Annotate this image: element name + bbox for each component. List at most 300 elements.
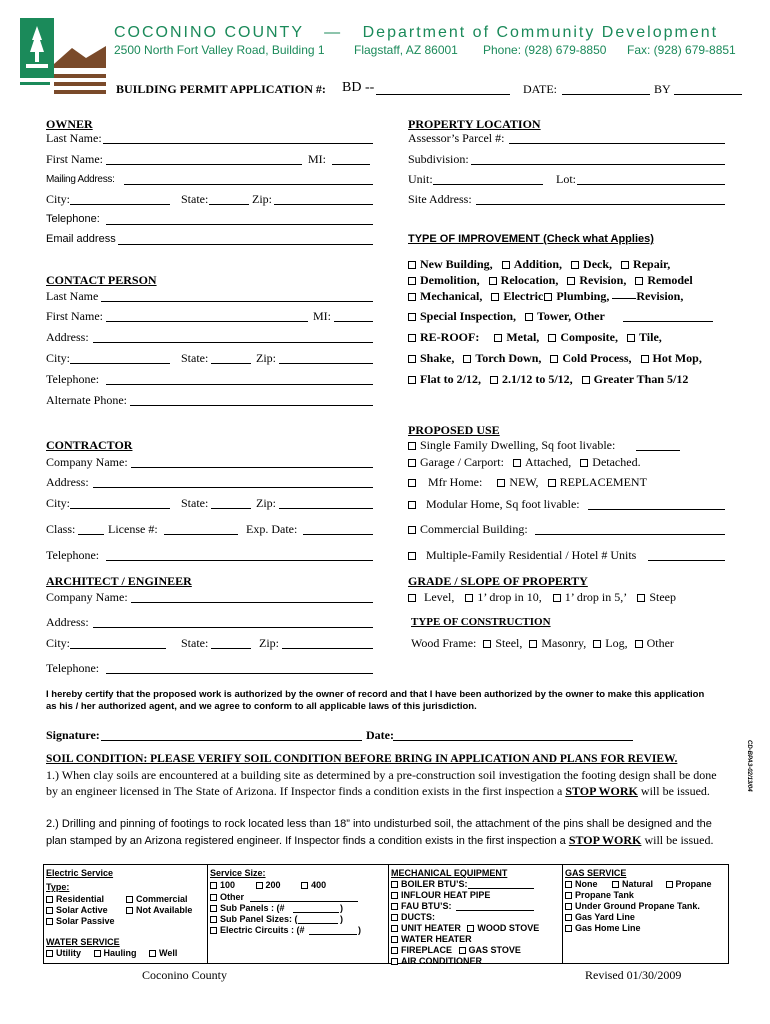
construction-row xyxy=(411,636,674,651)
solar-active-checkbox[interactable] xyxy=(46,907,53,914)
detached-label: Detached. xyxy=(592,455,641,469)
soil-p2-end: will be issued. xyxy=(644,833,714,847)
other-size-option xyxy=(210,892,244,902)
contact-alt-field[interactable] xyxy=(130,405,373,406)
inflour-option xyxy=(391,890,490,900)
solar-active-label: Solar Active xyxy=(56,905,108,915)
deck-checkbox[interactable] xyxy=(571,261,579,269)
boiler-label: BOILER BTU’S: xyxy=(401,879,468,889)
sfd-label: Single Family Dwelling, Sq foot livable: xyxy=(420,438,616,452)
water-heater-label: WATER HEATER xyxy=(401,934,472,944)
architect-address-field[interactable] xyxy=(93,627,373,628)
commercial-service-option xyxy=(126,894,188,904)
contractor-exp-label: Exp. Date: xyxy=(246,522,298,536)
tile-checkbox[interactable] xyxy=(627,334,635,342)
department-title: Department of Community Development xyxy=(362,24,719,41)
ducts-option xyxy=(391,912,435,922)
service-size-options xyxy=(210,880,326,890)
improvement-row-6 xyxy=(408,351,702,366)
architect-state-label: State: xyxy=(181,636,209,650)
architect-zip-label: Zip: xyxy=(259,636,279,650)
proposed-heading: PROPOSED USE xyxy=(408,423,500,437)
service-size-heading: Service Size: xyxy=(210,868,266,878)
ac-option xyxy=(391,956,482,966)
underground-label: Under Ground Propane Tank. xyxy=(575,901,700,911)
footer-county: Coconino County xyxy=(142,968,228,982)
contractor-state-field[interactable] xyxy=(211,508,251,509)
contractor-exp-field[interactable] xyxy=(303,534,373,535)
gas-yard-option xyxy=(565,912,635,922)
size-400-checkbox[interactable] xyxy=(301,882,308,889)
drop10-label: 1’ drop in 10, xyxy=(477,590,542,604)
gas-natural-checkbox[interactable] xyxy=(612,881,619,888)
cold-process-label: Cold Process, xyxy=(562,351,632,365)
modular-checkbox[interactable] xyxy=(408,501,416,509)
wood-stove-label: WOOD STOVE xyxy=(477,923,540,933)
tower-other-field[interactable] xyxy=(623,321,713,322)
gas-stove-label: GAS STOVE xyxy=(468,945,521,955)
soil-heading: SOIL CONDITION: PLEASE VERIFY SOIL CONDITION BEFORE BRING IN APPLICATION AND PLANS FOR REVIEW. xyxy=(46,753,678,765)
owner-mailing-field[interactable] xyxy=(124,184,373,185)
gas-home-label: Gas Home Line xyxy=(575,923,641,933)
masonry-checkbox[interactable] xyxy=(529,640,537,648)
sub-panel-sizes-field[interactable] xyxy=(298,923,338,924)
soil-p1-end: will be issued. xyxy=(640,784,710,798)
sub-panel-sizes-checkbox[interactable] xyxy=(210,916,217,923)
residential-checkbox[interactable] xyxy=(46,896,53,903)
signature-field[interactable] xyxy=(101,740,362,741)
solar-passive-label: Solar Passive xyxy=(56,916,115,926)
permit-date-label: DATE: xyxy=(523,82,557,96)
owner-zip-field[interactable] xyxy=(274,204,373,205)
garage-label: Garage / Carport: xyxy=(420,455,504,469)
circuits-label: Electric Circuits : (# xyxy=(220,925,305,935)
property-subdivision-field[interactable] xyxy=(471,164,725,165)
steel-label: Steel, xyxy=(495,636,523,650)
flat-label: Flat to 2/12, xyxy=(420,372,481,386)
log-checkbox[interactable] xyxy=(593,640,601,648)
gas-type-options xyxy=(565,879,712,889)
level-label: Level, xyxy=(424,590,455,604)
other-size-field[interactable] xyxy=(250,901,358,902)
contractor-address-field[interactable] xyxy=(93,487,373,488)
architect-state-field[interactable] xyxy=(211,648,251,649)
circuits-option xyxy=(210,925,305,935)
size-100-checkbox[interactable] xyxy=(210,882,217,889)
contact-mi-label: MI: xyxy=(313,309,331,323)
utility-checkbox[interactable] xyxy=(46,950,53,957)
mfr-label: Mfr Home: xyxy=(428,475,483,489)
contact-state-field[interactable] xyxy=(211,363,251,364)
well-checkbox[interactable] xyxy=(149,950,156,957)
drop10-checkbox[interactable] xyxy=(465,594,473,602)
signature-date-field[interactable] xyxy=(393,740,633,741)
sub-panel-sizes-label: Sub Panel Sizes: ( xyxy=(220,914,298,924)
fireplace-option xyxy=(391,945,521,955)
architect-city-field[interactable] xyxy=(70,648,166,649)
modular-sqft-field[interactable] xyxy=(588,509,725,510)
contractor-city-field[interactable] xyxy=(70,508,170,509)
drop5-checkbox[interactable] xyxy=(553,594,561,602)
improvement-row-7 xyxy=(408,372,688,387)
sfd-sqft-field[interactable] xyxy=(636,450,680,451)
property-parcel-label: Assessor’s Parcel #: xyxy=(408,131,505,145)
mechanical-checkbox[interactable] xyxy=(408,293,416,301)
permit-number-field[interactable] xyxy=(376,94,510,95)
multi-family-label: Multiple-Family Residential / Hotel # Units xyxy=(426,548,637,562)
contact-city-label: City: xyxy=(46,351,71,365)
contact-alt-label: Alternate Phone: xyxy=(46,393,127,407)
composite-checkbox[interactable] xyxy=(548,334,556,342)
unit-heater-option xyxy=(391,923,539,933)
contractor-telephone-label: Telephone: xyxy=(46,548,100,562)
architect-company-field[interactable] xyxy=(131,602,373,603)
addition-checkbox[interactable] xyxy=(502,261,510,269)
tower-checkbox[interactable] xyxy=(525,313,533,321)
footer-revised: Revised 01/30/2009 xyxy=(585,968,682,982)
grade-row xyxy=(408,590,676,605)
gas-home-checkbox[interactable] xyxy=(565,925,572,932)
torch-down-checkbox[interactable] xyxy=(463,355,471,363)
sub-panels-option xyxy=(210,903,285,913)
header-fax: Fax: (928) 679-8851 xyxy=(627,43,736,57)
sub-panels-checkbox[interactable] xyxy=(210,905,217,912)
owner-first-field[interactable] xyxy=(106,164,302,165)
fireplace-checkbox[interactable] xyxy=(391,947,398,954)
torch-down-label: Torch Down, xyxy=(475,351,542,365)
owner-last-label: Last Name: xyxy=(46,131,102,145)
permit-by-field[interactable] xyxy=(674,94,742,95)
special-inspection-checkbox[interactable] xyxy=(408,313,416,321)
propane-tank-label: Propane Tank xyxy=(575,890,634,900)
circuits-checkbox[interactable] xyxy=(210,927,217,934)
other-size-checkbox[interactable] xyxy=(210,894,217,901)
contractor-license-label: License #: xyxy=(108,522,158,536)
improvement-row-4 xyxy=(408,309,605,324)
contact-last-label: Last Name xyxy=(46,289,99,303)
sub-panels-close: ) xyxy=(340,903,343,913)
owner-telephone-label: Telephone: xyxy=(46,213,100,225)
owner-email-field[interactable] xyxy=(118,244,373,245)
inflour-checkbox[interactable] xyxy=(391,892,398,899)
services-divider-3 xyxy=(562,864,563,964)
gas-none-checkbox[interactable] xyxy=(565,881,572,888)
special-inspection-label: Special Inspection, xyxy=(420,309,517,323)
masonry-label: Masonry, xyxy=(541,636,587,650)
contact-last-field[interactable] xyxy=(101,301,373,302)
inflour-label: INFLOUR HEAT PIPE xyxy=(401,890,491,900)
sub-panel-sizes-close: ) xyxy=(340,914,343,924)
permit-label: BUILDING PERMIT APPLICATION #: xyxy=(116,82,326,96)
not-available-label: Not Available xyxy=(136,905,193,915)
gas-natural-label: Natural xyxy=(622,879,654,889)
water-service-heading: WATER SERVICE xyxy=(46,937,120,947)
title-dash: — xyxy=(324,24,343,41)
owner-zip-label: Zip: xyxy=(252,192,272,206)
gas-propane-label: Propane xyxy=(675,879,712,889)
sub-panels-label: Sub Panels : (# xyxy=(220,903,285,913)
hot-mop-label: Hot Mop, xyxy=(652,351,702,365)
architect-company-label: Company Name: xyxy=(46,590,128,604)
size-100-label: 100 xyxy=(220,880,236,890)
electric-type-label: Type: xyxy=(46,882,70,892)
ducts-label: DUCTS: xyxy=(401,912,435,922)
sfd-checkbox[interactable] xyxy=(408,442,416,450)
modular-label: Modular Home, Sq foot livable: xyxy=(426,497,580,511)
mechanical-heading: MECHANICAL EQUIPMENT xyxy=(391,868,508,878)
proposed-commercial-row xyxy=(408,522,528,537)
attached-checkbox[interactable] xyxy=(513,459,521,467)
boiler-checkbox[interactable] xyxy=(391,881,398,888)
plumbing-label: Plumbing, xyxy=(556,289,610,303)
header-phone: Phone: (928) 679-8850 xyxy=(483,43,607,57)
mid-slope-checkbox[interactable] xyxy=(490,376,498,384)
wood-stove-checkbox[interactable] xyxy=(467,925,474,932)
circuits-close: ) xyxy=(358,925,361,935)
detached-checkbox[interactable] xyxy=(580,459,588,467)
contact-city-field[interactable] xyxy=(70,363,170,364)
gas-stove-checkbox[interactable] xyxy=(459,947,466,954)
other-size-label: Other xyxy=(220,892,245,902)
relocation-label: Relocation, xyxy=(500,273,559,287)
hauling-label: Hauling xyxy=(103,948,137,958)
well-label: Well xyxy=(159,948,178,958)
contractor-telephone-field[interactable] xyxy=(106,560,373,561)
shake-label: Shake, xyxy=(420,351,455,365)
metal-label: Metal, xyxy=(506,330,540,344)
property-unit-label: Unit: xyxy=(408,172,433,186)
propane-tank-checkbox[interactable] xyxy=(565,892,572,899)
water-heater-checkbox[interactable] xyxy=(391,936,398,943)
deck-label: Deck, xyxy=(583,257,613,271)
contractor-zip-field[interactable] xyxy=(279,508,373,509)
demolition-checkbox[interactable] xyxy=(408,277,416,285)
soil-p1-stop: STOP WORK xyxy=(565,784,638,798)
relocation-checkbox[interactable] xyxy=(489,277,497,285)
signature-date-label: Date: xyxy=(366,728,394,742)
proposed-modular-row xyxy=(408,497,580,512)
owner-last-field[interactable] xyxy=(103,143,373,144)
cold-process-checkbox[interactable] xyxy=(550,355,558,363)
underground-option xyxy=(565,901,700,911)
contact-mi-field[interactable] xyxy=(334,321,373,322)
residential-option xyxy=(46,894,104,904)
contractor-state-label: State: xyxy=(181,496,209,510)
shake-checkbox[interactable] xyxy=(408,355,416,363)
reroof-checkbox[interactable] xyxy=(408,334,416,342)
mfr-checkbox[interactable] xyxy=(408,479,416,487)
flat-checkbox[interactable] xyxy=(408,376,416,384)
property-site-field[interactable] xyxy=(476,204,725,205)
fau-option xyxy=(391,901,452,911)
mid-slope-label: 2.1/12 to 5/12, xyxy=(502,372,573,386)
contractor-company-field[interactable] xyxy=(131,467,373,468)
unit-heater-checkbox[interactable] xyxy=(391,925,398,932)
revision2-label: Revision, xyxy=(636,289,684,303)
owner-city-field[interactable] xyxy=(70,204,170,205)
contact-telephone-label: Telephone: xyxy=(46,372,100,386)
boiler-option xyxy=(391,879,468,889)
demolition-label: Demolition, xyxy=(420,273,480,287)
commercial-building-checkbox[interactable] xyxy=(408,526,416,534)
permit-date-field[interactable] xyxy=(562,94,650,95)
contractor-company-label: Company Name: xyxy=(46,455,128,469)
repair-label: Repair, xyxy=(633,257,671,271)
ac-checkbox[interactable] xyxy=(391,958,398,965)
greater-slope-checkbox[interactable] xyxy=(582,376,590,384)
solar-active-option xyxy=(46,905,108,915)
revision-label: Revision, xyxy=(579,273,627,287)
size-400-label: 400 xyxy=(311,880,327,890)
solar-passive-checkbox[interactable] xyxy=(46,918,53,925)
property-parcel-field[interactable] xyxy=(509,143,725,144)
owner-state-field[interactable] xyxy=(209,204,249,205)
metal-checkbox[interactable] xyxy=(494,334,502,342)
commercial-building-label: Commercial Building: xyxy=(420,522,528,536)
level-checkbox[interactable] xyxy=(408,594,416,602)
construction-heading: TYPE OF CONSTRUCTION xyxy=(411,616,551,628)
property-heading: PROPERTY LOCATION xyxy=(408,117,541,131)
plumbing-checkbox[interactable] xyxy=(544,293,552,301)
contractor-zip-label: Zip: xyxy=(256,496,276,510)
county-logo xyxy=(20,18,106,106)
property-subdivision-label: Subdivision: xyxy=(408,152,469,166)
county-logo-icon xyxy=(20,18,106,106)
fau-label: FAU BTU’S: xyxy=(401,901,452,911)
contractor-class-field[interactable] xyxy=(78,534,104,535)
ducts-checkbox[interactable] xyxy=(391,914,398,921)
owner-email-label: Email address xyxy=(46,233,116,245)
permit-prefix: BD -- xyxy=(342,80,375,95)
other-construction-label: Other xyxy=(646,636,674,650)
attached-label: Attached, xyxy=(524,455,572,469)
contact-address-field[interactable] xyxy=(93,342,373,343)
water-heater-option xyxy=(391,934,472,944)
commercial-service-checkbox[interactable] xyxy=(126,896,133,903)
property-unit-field[interactable] xyxy=(433,184,543,185)
mfr-new-checkbox[interactable] xyxy=(497,479,505,487)
mechanical-label: Mechanical, xyxy=(420,289,483,303)
tile-label: Tile, xyxy=(638,330,662,344)
architect-city-label: City: xyxy=(46,636,71,650)
architect-telephone-field[interactable] xyxy=(106,673,373,674)
property-lot-field[interactable] xyxy=(577,184,725,185)
hauling-checkbox[interactable] xyxy=(94,950,101,957)
sub-panels-field[interactable] xyxy=(293,912,339,913)
gas-none-label: None xyxy=(575,879,598,889)
not-available-checkbox[interactable] xyxy=(126,907,133,914)
tower-label: Tower, Other xyxy=(537,309,605,323)
revision-blank[interactable] xyxy=(612,298,636,299)
contact-zip-field[interactable] xyxy=(279,363,373,364)
proposed-sfd-row xyxy=(408,438,615,453)
repair-checkbox[interactable] xyxy=(621,261,629,269)
improvement-row-5 xyxy=(408,330,662,345)
steep-label: Steep xyxy=(649,590,676,604)
mfr-replacement-label: REPLACEMENT xyxy=(559,475,647,489)
soil-p2-text: 2.) Drilling and pinning of footings to rock located less than 18” into undisturbed soil, the attachment of the pins shall be designed and the plan stamped by an Arizona registered engineer. If Inspector finds a condition exists in the first inspection a xyxy=(46,818,712,847)
contractor-address-label: Address: xyxy=(46,475,89,489)
electric-service-heading: Electric Service xyxy=(46,868,114,878)
soil-p1-text: 1.) When clay soils are encountered at a building site as determined by a pre-construction soil investigation the footing design shall be done by an engineer licensed in The State of Arizona. If Inspector finds a condition exists in the first inspection a xyxy=(46,768,717,798)
gas-yard-checkbox[interactable] xyxy=(565,914,572,921)
improvement-row-3 xyxy=(408,289,683,304)
owner-telephone-field[interactable] xyxy=(106,224,373,225)
soil-paragraph-2 xyxy=(46,816,726,849)
not-available-option xyxy=(126,905,192,915)
contractor-city-label: City: xyxy=(46,496,71,510)
gas-yard-label: Gas Yard Line xyxy=(575,912,635,922)
permit-by-label: BY xyxy=(654,82,671,96)
owner-city-label: City: xyxy=(46,192,71,206)
soil-p2-stop: STOP WORK xyxy=(568,833,642,847)
grade-heading: GRADE / SLOPE OF PROPERTY xyxy=(408,574,588,588)
header-title-row xyxy=(114,24,718,42)
unit-heater-label: UNIT HEATER xyxy=(401,923,461,933)
soil-paragraph-1 xyxy=(46,767,726,799)
form-code: CD-BPA3-02/13/04 xyxy=(746,740,752,792)
proposed-mfr-row xyxy=(408,475,647,490)
contact-zip-label: Zip: xyxy=(256,351,276,365)
wood-frame-label: Wood Frame: xyxy=(411,636,477,650)
owner-mi-field[interactable] xyxy=(332,164,370,165)
services-divider-2 xyxy=(388,864,389,964)
boiler-field[interactable] xyxy=(468,888,534,889)
electric-checkbox[interactable] xyxy=(491,293,499,301)
size-200-label: 200 xyxy=(265,880,281,890)
size-200-checkbox[interactable] xyxy=(256,882,263,889)
header-city: Flagstaff, AZ 86001 xyxy=(354,43,458,57)
contact-heading: CONTACT PERSON xyxy=(46,273,157,287)
steep-checkbox[interactable] xyxy=(637,594,645,602)
commercial-building-field[interactable] xyxy=(535,534,725,535)
underground-checkbox[interactable] xyxy=(565,903,572,910)
log-label: Log, xyxy=(605,636,628,650)
contractor-license-field[interactable] xyxy=(164,534,238,535)
contact-telephone-field[interactable] xyxy=(106,384,373,385)
fau-field[interactable] xyxy=(456,910,534,911)
circuits-field[interactable] xyxy=(309,934,357,935)
hot-mop-checkbox[interactable] xyxy=(641,355,649,363)
fau-checkbox[interactable] xyxy=(391,903,398,910)
improvement-row-2 xyxy=(408,273,693,288)
gas-propane-checkbox[interactable] xyxy=(666,881,673,888)
property-lot-label: Lot: xyxy=(556,172,576,186)
residential-label: Residential xyxy=(56,894,105,904)
new-building-checkbox[interactable] xyxy=(408,261,416,269)
contact-first-field[interactable] xyxy=(106,321,308,322)
garage-checkbox[interactable] xyxy=(408,459,416,467)
revision-checkbox[interactable] xyxy=(567,277,575,285)
multi-family-checkbox[interactable] xyxy=(408,552,416,560)
steel-checkbox[interactable] xyxy=(483,640,491,648)
contractor-heading: CONTRACTOR xyxy=(46,438,133,452)
sub-panel-sizes-option xyxy=(210,914,298,924)
architect-telephone-label: Telephone: xyxy=(46,661,100,675)
improvement-heading: TYPE OF IMPROVEMENT (Check what Applies) xyxy=(408,233,654,245)
architect-heading: ARCHITECT / ENGINEER xyxy=(46,574,192,588)
other-construction-checkbox[interactable] xyxy=(635,640,643,648)
proposed-garage-row xyxy=(408,455,641,470)
services-divider-1 xyxy=(207,864,208,964)
multi-family-units-field[interactable] xyxy=(648,560,725,561)
commercial-service-label: Commercial xyxy=(136,894,188,904)
owner-mi-label: MI: xyxy=(308,152,326,166)
mfr-replacement-checkbox[interactable] xyxy=(548,479,556,487)
architect-zip-field[interactable] xyxy=(282,648,373,649)
remodel-checkbox[interactable] xyxy=(635,277,643,285)
fireplace-label: FIREPLACE xyxy=(401,945,453,955)
